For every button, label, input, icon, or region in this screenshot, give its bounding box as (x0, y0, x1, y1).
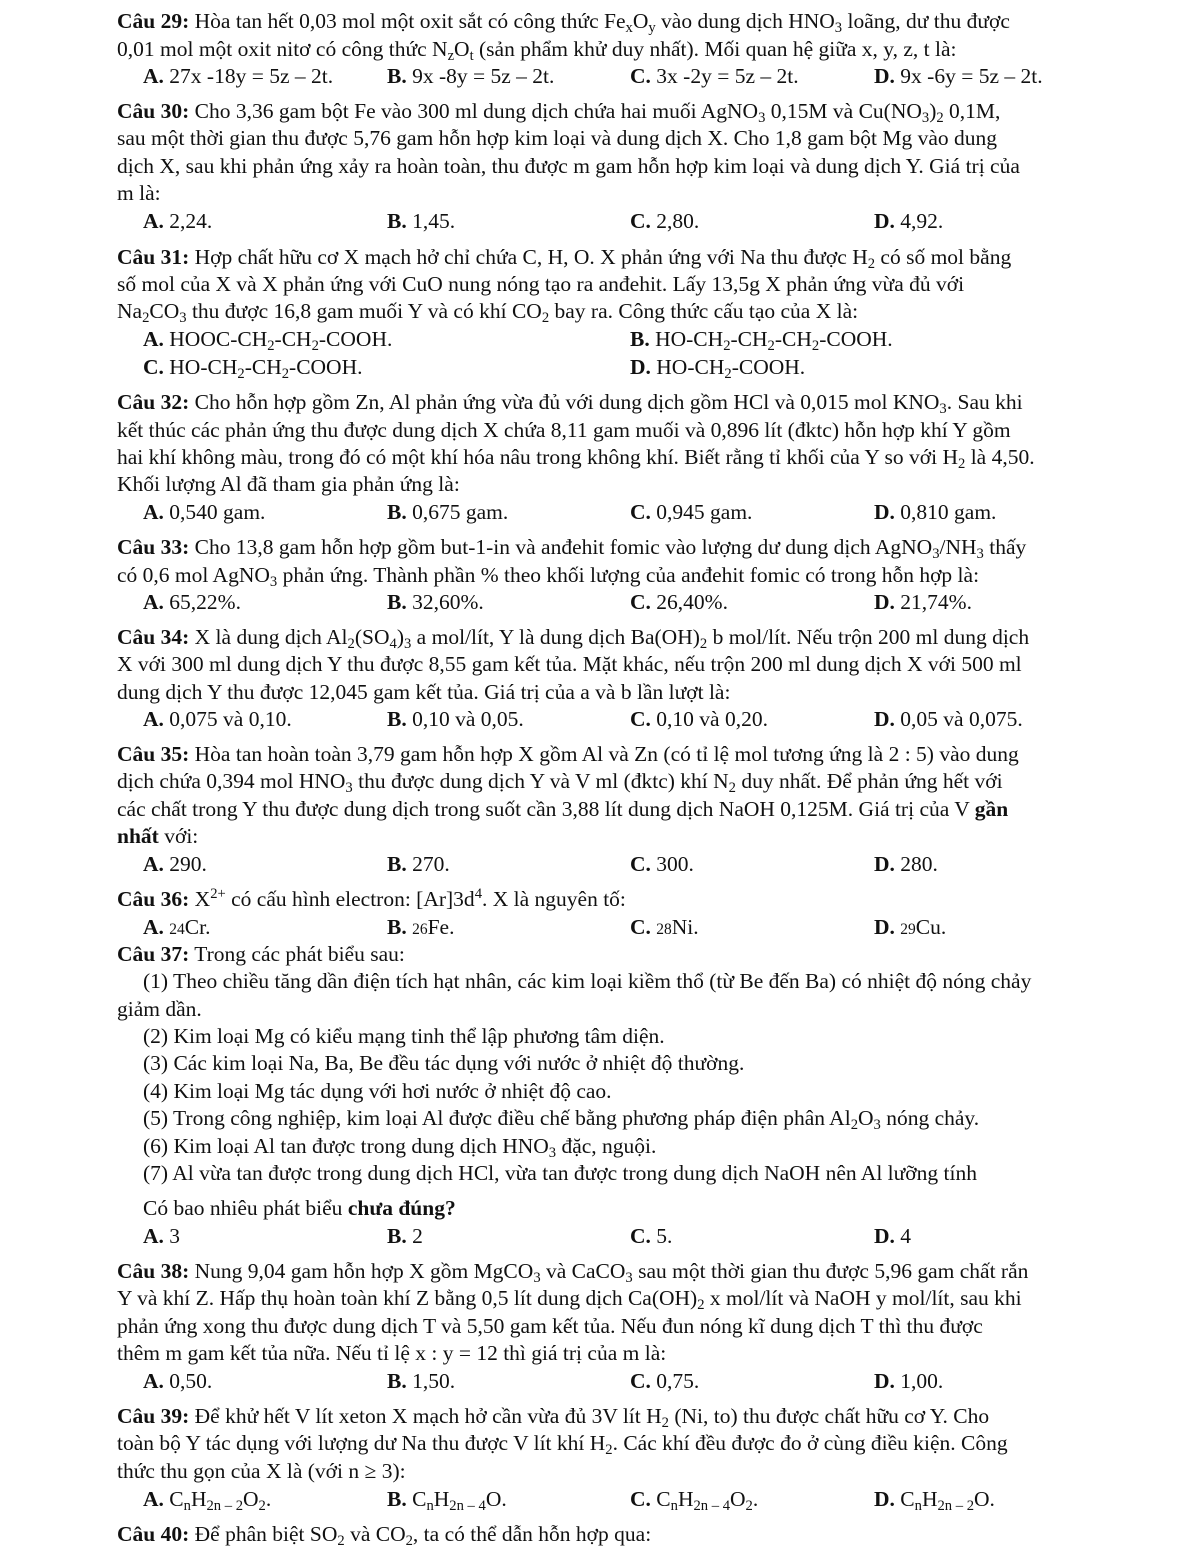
q37-statement-6: (6) Kim loại Al tan được trong dung dịch $HNO_3$ đặc, nguội. (143, 1134, 657, 1162)
q31-option-a: A. HOOC-$CH_2-CH_2$-COOH. (143, 327, 393, 355)
q30-option-a: A. 2,24. (143, 209, 213, 233)
q32-option-a: A. 0,540 gam. (143, 500, 266, 524)
q32-option-c: C. 0,945 gam. (630, 500, 753, 524)
q34-option-a: A. 0,075 và 0,10. (143, 707, 292, 731)
q29-option-b: B. 9x -8y = 5z – 2t. (387, 64, 555, 88)
question-38-line-4: thêm m gam kết tủa nữa. Nếu tỉ lệ x : y = 12 thì giá trị của m là: (117, 1341, 667, 1365)
question-32-line-2: kết thúc các phản ứng thu được dung dịch X chứa 8,11 gam muối và 0,896 lít (đktc) hỗn hợp khí Y gồm (117, 418, 1011, 442)
q39-option-b: B. $C_nH_{2n - 4}O$. (387, 1487, 507, 1515)
q35-option-d: D. 280. (874, 852, 938, 876)
question-39-line-3: thức thu gọn của X là (với n ≥ 3): (117, 1459, 406, 1483)
question-30-line-3: dịch X, sau khi phản ứng xảy ra hoàn toàn, thu được m gam hỗn hợp kim loại và dung dịch Y. Giá trị của (117, 154, 1020, 178)
q31-option-c: C. $HO-CH_2-CH_2$-COOH. (143, 355, 363, 383)
q33-option-b: B. 32,60%. (387, 590, 484, 614)
question-30-line-4: m là: (117, 181, 161, 205)
q35-option-b: B. 270. (387, 852, 450, 876)
q36-option-d: D. 29Cu. (874, 915, 947, 939)
q38-option-d: D. 1,00. (874, 1369, 944, 1393)
q32-option-b: B. 0,675 gam. (387, 500, 509, 524)
q37-option-c: C. 5. (630, 1224, 673, 1248)
q39-option-d: D. $C_nH_{2n - 2}O$. (874, 1487, 995, 1515)
question-35-line-4: nhất với: (117, 824, 199, 848)
q37-statement-2: (2) Kim loại Mg có kiểu mạng tinh thể lập phương tâm diện. (143, 1024, 665, 1048)
q37-option-a: A. 3 (143, 1224, 181, 1248)
q38-option-c: C. 0,75. (630, 1369, 700, 1393)
q34-option-b: B. 0,10 và 0,05. (387, 707, 524, 731)
question-35-line-3: các chất trong Y thu được dung dịch trong suốt cần 3,88 lít dung dịch NaOH 0,125M. Giá trị của V gần (117, 797, 1009, 821)
q34-option-c: C. 0,10 và 0,20. (630, 707, 768, 731)
q31-option-d: D. $HO-CH_2$-COOH. (630, 355, 806, 383)
q38-option-b: B. 1,50. (387, 1369, 456, 1393)
question-33-line-1: Câu 33: Cho 13,8 gam hỗn hợp gồm but-1-in và anđehit fomic vào lượng dư dung dịch $AgNO_3/NH_3$ thấy (117, 535, 1027, 563)
question-34-line-1: Câu 34: X là dung dịch $Al_2(SO_4)_3$ a mol/lít, Y là dung dịch $Ba(OH)_2$ b mol/lít. Nếu trộn 200 ml dung dịch (117, 625, 1030, 653)
question-38-line-2: Y và khí Z. Hấp thụ hoàn toàn khí Z bằng 0,5 lít dung dịch $Ca(OH)_2$ x mol/lít và NaOH y mol/lít, sau khi (117, 1286, 1022, 1314)
q38-option-a: A. 0,50. (143, 1369, 213, 1393)
question-29-line-2: 0,01 mol một oxit nitơ có công thức $N_zO_t$ (sản phẩm khử duy nhất). Mối quan hệ giữa x, y, z, t là: (117, 37, 957, 65)
q36-option-b: B. 26Fe. (387, 915, 455, 939)
question-40-line-1: Câu 40: Để phân biệt $SO_2$ và $CO_2$, ta có thể dẫn hỗn hợp qua: (117, 1522, 652, 1550)
q36-option-a: A. 24Cr. (143, 915, 211, 939)
q33-option-c: C. 26,40%. (630, 590, 728, 614)
q35-option-a: A. 290. (143, 852, 207, 876)
q37-statement-7: (7) Al vừa tan được trong dung dịch HCl, vừa tan được trong dung dịch NaOH nên Al lưỡng tính (143, 1161, 977, 1185)
question-32-line-4: Khối lượng Al đã tham gia phản ứng là: (117, 472, 460, 496)
question-31-line-1: Câu 31: Hợp chất hữu cơ X mạch hở chỉ chứa C, H, O. X phản ứng với Na thu được $H_2$ có số mol bằng (117, 245, 1012, 273)
q33-option-a: A. 65,22%. (143, 590, 241, 614)
q37-option-b: B. 2 (387, 1224, 423, 1248)
q32-option-d: D. 0,810 gam. (874, 500, 997, 524)
q37-question: Có bao nhiêu phát biểu chưa đúng? (143, 1196, 456, 1220)
question-34-line-3: dung dịch Y thu được 12,045 gam kết tủa. Giá trị của a và b lần lượt là: (117, 680, 731, 704)
q29-option-a: A. 27x -18y = 5z – 2t. (143, 64, 334, 88)
q39-option-a: A. $C_nH_{2n - 2}O_2$. (143, 1487, 272, 1515)
question-39-line-2: toàn bộ Y tác dụng với lượng dư Na thu được V lít khí $H_2$. Các khí đều được đo ở cùng điều kiện. Công (117, 1431, 1008, 1459)
q37-statement-5: (5) Trong công nghiệp, kim loại Al được điều chế bằng phương pháp điện phân $Al_2O_3$ nóng chảy. (143, 1106, 980, 1134)
q37-statement-1: (1) Theo chiều tăng dần điện tích hạt nhân, các kim loại kiềm thổ (từ Be đến Ba) có nhiệt độ nóng chảy (143, 969, 1032, 993)
question-30-line-1: Câu 30: Cho 3,36 gam bột Fe vào 300 ml dung dịch chứa hai muối AgNO$_3$ 0,15M và $Cu(NO_3)_2$ 0,1M, (117, 99, 1001, 127)
q37-statement-1-cont: giảm dần. (117, 997, 202, 1021)
question-31-line-2: số mol của X và X phản ứng với CuO nung nóng tạo ra anđehit. Lấy 13,5g X phản ứng vừa đủ với (117, 272, 965, 296)
question-37-line-1: Câu 37: Trong các phát biểu sau: (117, 942, 405, 966)
q29-option-d: D. 9x -6y = 5z – 2t. (874, 64, 1043, 88)
q37-statement-4: (4) Kim loại Mg tác dụng với hơi nước ở nhiệt độ cao. (143, 1079, 612, 1103)
question-29-line-1: Câu 29: Hòa tan hết 0,03 mol một oxit sắt có công thức $Fe_xO_y$ vào dung dịch $HNO_3$ loãng, dư thu được (117, 9, 1010, 37)
q30-option-b: B. 1,45. (387, 209, 456, 233)
question-32-line-1: Câu 32: Cho hỗn hợp gồm Zn, Al phản ứng vừa đủ với dung dịch gồm HCl và 0,015 mol $KNO_3$. Sau khi (117, 390, 1023, 418)
question-30-line-2: sau một thời gian thu được 5,76 gam hỗn hợp kim loại và dung dịch X. Cho 1,8 gam bột Mg vào dung (117, 126, 997, 150)
question-34-line-2: X với 300 ml dung dịch Y thu được 8,55 gam kết tủa. Mặt khác, nếu trộn 200 ml dung dịch X với 500 ml (117, 652, 1022, 676)
q30-option-d: D. 4,92. (874, 209, 944, 233)
question-39-line-1: Câu 39: Để khử hết V lít xeton X mạch hở cần vừa đủ 3V lít $H_2$ (Ni, to) thu được chất hữu cơ Y. Cho (117, 1404, 990, 1432)
question-36-line-1: Câu 36: $X^{2+}$ có cấu hình electron: $[Ar]3d^4$. X là nguyên tố: (117, 885, 626, 911)
q36-option-c: C. 28Ni. (630, 915, 699, 939)
question-35-line-2: dịch chứa 0,394 mol $HNO_3$ thu được dung dịch Y và V ml (đktc) khí $N_2$ duy nhất. Để phản ứng hết với (117, 769, 1003, 797)
question-31-line-3: $Na_2CO_3$ thu được 16,8 gam muối Y và có khí $CO_2$ bay ra. Công thức cấu tạo của X là: (117, 299, 859, 327)
q34-option-d: D. 0,05 và 0,075. (874, 707, 1023, 731)
q29-option-c: C. 3x -2y = 5z – 2t. (630, 64, 799, 88)
question-38-line-3: phản ứng xong thu được dung dịch T và 5,50 gam kết tủa. Nếu đun nóng kĩ dung dịch T thì thu được (117, 1314, 983, 1338)
question-33-line-2: có 0,6 mol AgNO$_3$ phản ứng. Thành phần % theo khối lượng của anđehit fomic có trong hỗn hợp là: (117, 563, 980, 591)
q37-statement-3: (3) Các kim loại Na, Ba, Be đều tác dụng với nước ở nhiệt độ thường. (143, 1051, 745, 1075)
q30-option-c: C. 2,80. (630, 209, 700, 233)
q31-option-b: B. $HO-CH_2-CH_2-CH_2$-COOH. (630, 327, 893, 355)
q33-option-d: D. 21,74%. (874, 590, 972, 614)
q37-option-d: D. 4 (874, 1224, 912, 1248)
question-35-line-1: Câu 35: Hòa tan hoàn toàn 3,79 gam hỗn hợp X gồm Al và Zn (có tỉ lệ mol tương ứng là 2 : 5) vào dung (117, 742, 1019, 766)
q35-option-c: C. 300. (630, 852, 694, 876)
question-32-line-3: hai khí không màu, trong đó có một khí hóa nâu trong không khí. Biết rằng tỉ khối của Y so với $H_2$ là 4,50. (117, 445, 1035, 473)
q39-option-c: C. $C_nH_{2n - 4}O_2$. (630, 1487, 759, 1515)
question-38-line-1: Câu 38: Nung 9,04 gam hỗn hợp X gồm MgCO$_3$ và CaCO$_3$ sau một thời gian thu được 5,96 gam chất rắn (117, 1259, 1029, 1287)
